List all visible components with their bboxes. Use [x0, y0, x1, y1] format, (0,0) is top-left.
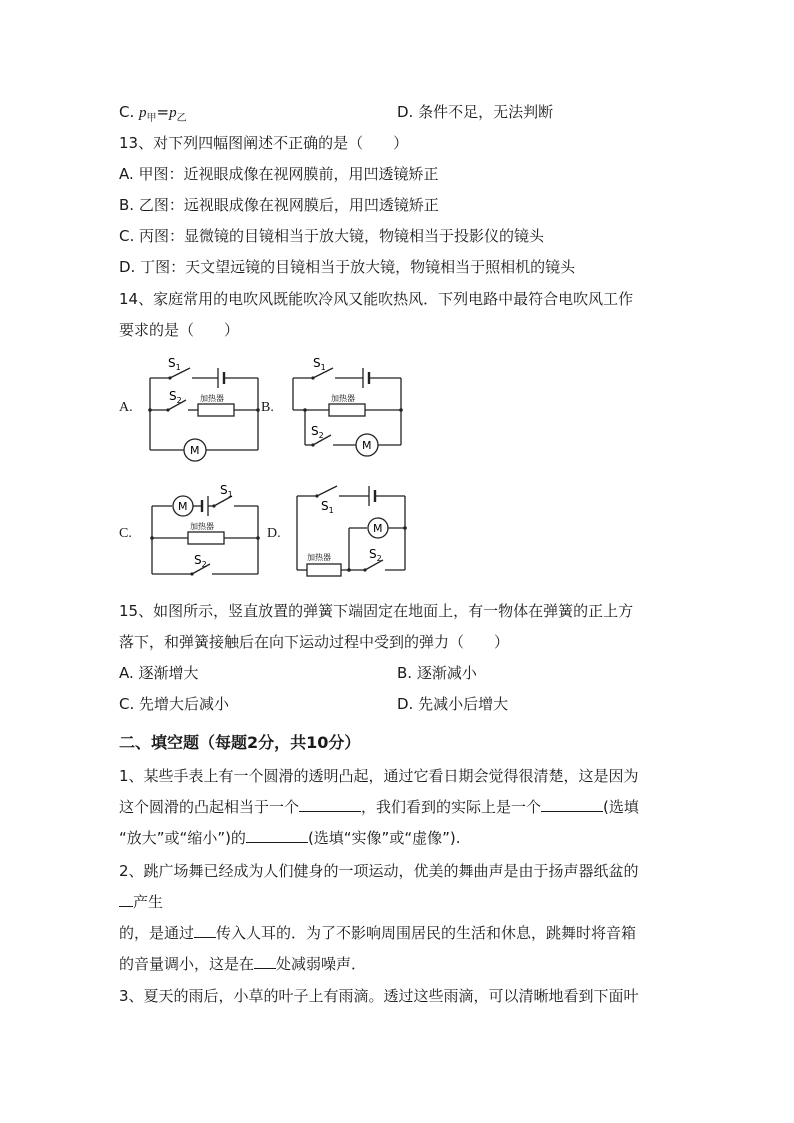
fill1-line1: 1、某些手表上有一个圆滑的透明凸起，通过它看日期会觉得很清楚，这是因为 — [119, 767, 639, 785]
q15-stem-line1: 15、如图所示，竖直放置的弹簧下端固定在地面上，有一物体在弹簧的正上方 — [119, 602, 634, 620]
motor-label: M — [190, 444, 200, 457]
motor-label: M — [373, 522, 383, 535]
q13-option-a: A. 甲图：近视眼成像在视网膜前，用凹透镜矫正 — [119, 165, 439, 183]
heater-label: 加热器 — [190, 522, 214, 531]
q14-label-a: A. — [119, 400, 133, 415]
fill2-line4: 的音量调小，这是在 处减弱噪声． — [119, 955, 367, 973]
s1-label: $S_1$ — [321, 499, 334, 515]
heater-label: 加热器 — [307, 553, 331, 562]
q15-option-a: A. 逐渐增大 — [119, 664, 199, 682]
fill2-line2: 产生 — [119, 892, 163, 912]
s2-label: $S_2$ — [169, 389, 182, 405]
motor-label: M — [178, 500, 188, 513]
circuit-diagram-b — [283, 350, 408, 465]
q14-label-c: C. — [119, 526, 132, 541]
s1-label: $S_1$ — [168, 356, 181, 372]
circuit-diagram-c — [140, 478, 265, 583]
s2-label: $S_2$ — [311, 424, 324, 440]
q14-stem-line1: 14、家庭常用的电吹风既能吹冷风又能吹热风．下列电路中最符合电吹风工作 — [119, 290, 634, 308]
q15-option-c: C. 先增大后减小 — [119, 695, 230, 713]
fill1-line3: “放大”或“缩小”)的 (选填“实像”或“虚像”). — [119, 829, 461, 847]
q15-option-d: D. 先减小后增大 — [397, 695, 509, 713]
q12-option-d: D. 条件不足，无法判断 — [397, 103, 554, 121]
s2-label: $S_2$ — [369, 547, 382, 563]
answer-blank[interactable] — [254, 954, 276, 969]
motor-label: M — [362, 439, 372, 452]
q13-stem: 13、对下列四幅图阐述不正确的是（ ） — [119, 134, 409, 152]
s2-label: $S_2$ — [194, 553, 207, 569]
circuit-diagram-a — [140, 350, 265, 465]
q15-stem-line2: 落下，和弹簧接触后在向下运动过程中受到的弹力（ ） — [119, 633, 510, 651]
s1-label: $S_1$ — [313, 356, 326, 372]
q15-option-b: B. 逐渐减小 — [397, 664, 477, 682]
heater-label: 加热器 — [331, 394, 355, 403]
heater-label: 加热器 — [200, 394, 224, 403]
q14-stem-line2: 要求的是（ ） — [119, 321, 240, 339]
q14-label-d: D. — [267, 526, 281, 541]
fill2-line3: 的，是通过 传入人耳的．为了不影响周围居民的生活和休息，跳舞时将音箱 — [119, 924, 637, 942]
answer-blank[interactable] — [299, 797, 361, 812]
q13-option-d: D. 丁图：天文望远镜的目镜相当于放大镜，物镜相当于照相机的镜头 — [119, 258, 576, 276]
q14-label-b: B. — [261, 400, 274, 415]
answer-blank[interactable] — [194, 923, 216, 938]
fill2-line1: 2、跳广场舞已经成为人们健身的一项运动，优美的舞曲声是由于扬声器纸盆的 — [119, 862, 639, 880]
section-2-title: 二、填空题（每题2分，共10分） — [119, 733, 361, 752]
s1-label: $S_1$ — [220, 483, 233, 499]
answer-blank[interactable] — [246, 828, 308, 843]
fill3-line1: 3、夏天的雨后，小草的叶子上有雨滴。透过这些雨滴，可以清晰地看到下面叶 — [119, 987, 639, 1005]
fill1-line2: 这个圆滑的凸起相当于一个 ，我们看到的实际上是一个 (选填 — [119, 798, 639, 816]
q12-option-c: C. $p_甲=p_乙$ — [119, 103, 187, 124]
circuit-diagram-d — [287, 478, 412, 583]
answer-blank[interactable] — [119, 892, 133, 907]
answer-blank[interactable] — [541, 797, 603, 812]
q13-option-b: B. 乙图：远视眼成像在视网膜后，用凹透镜矫正 — [119, 196, 439, 214]
q13-option-c: C. 丙图：显微镜的目镜相当于放大镜，物镜相当于投影仪的镜头 — [119, 227, 545, 245]
